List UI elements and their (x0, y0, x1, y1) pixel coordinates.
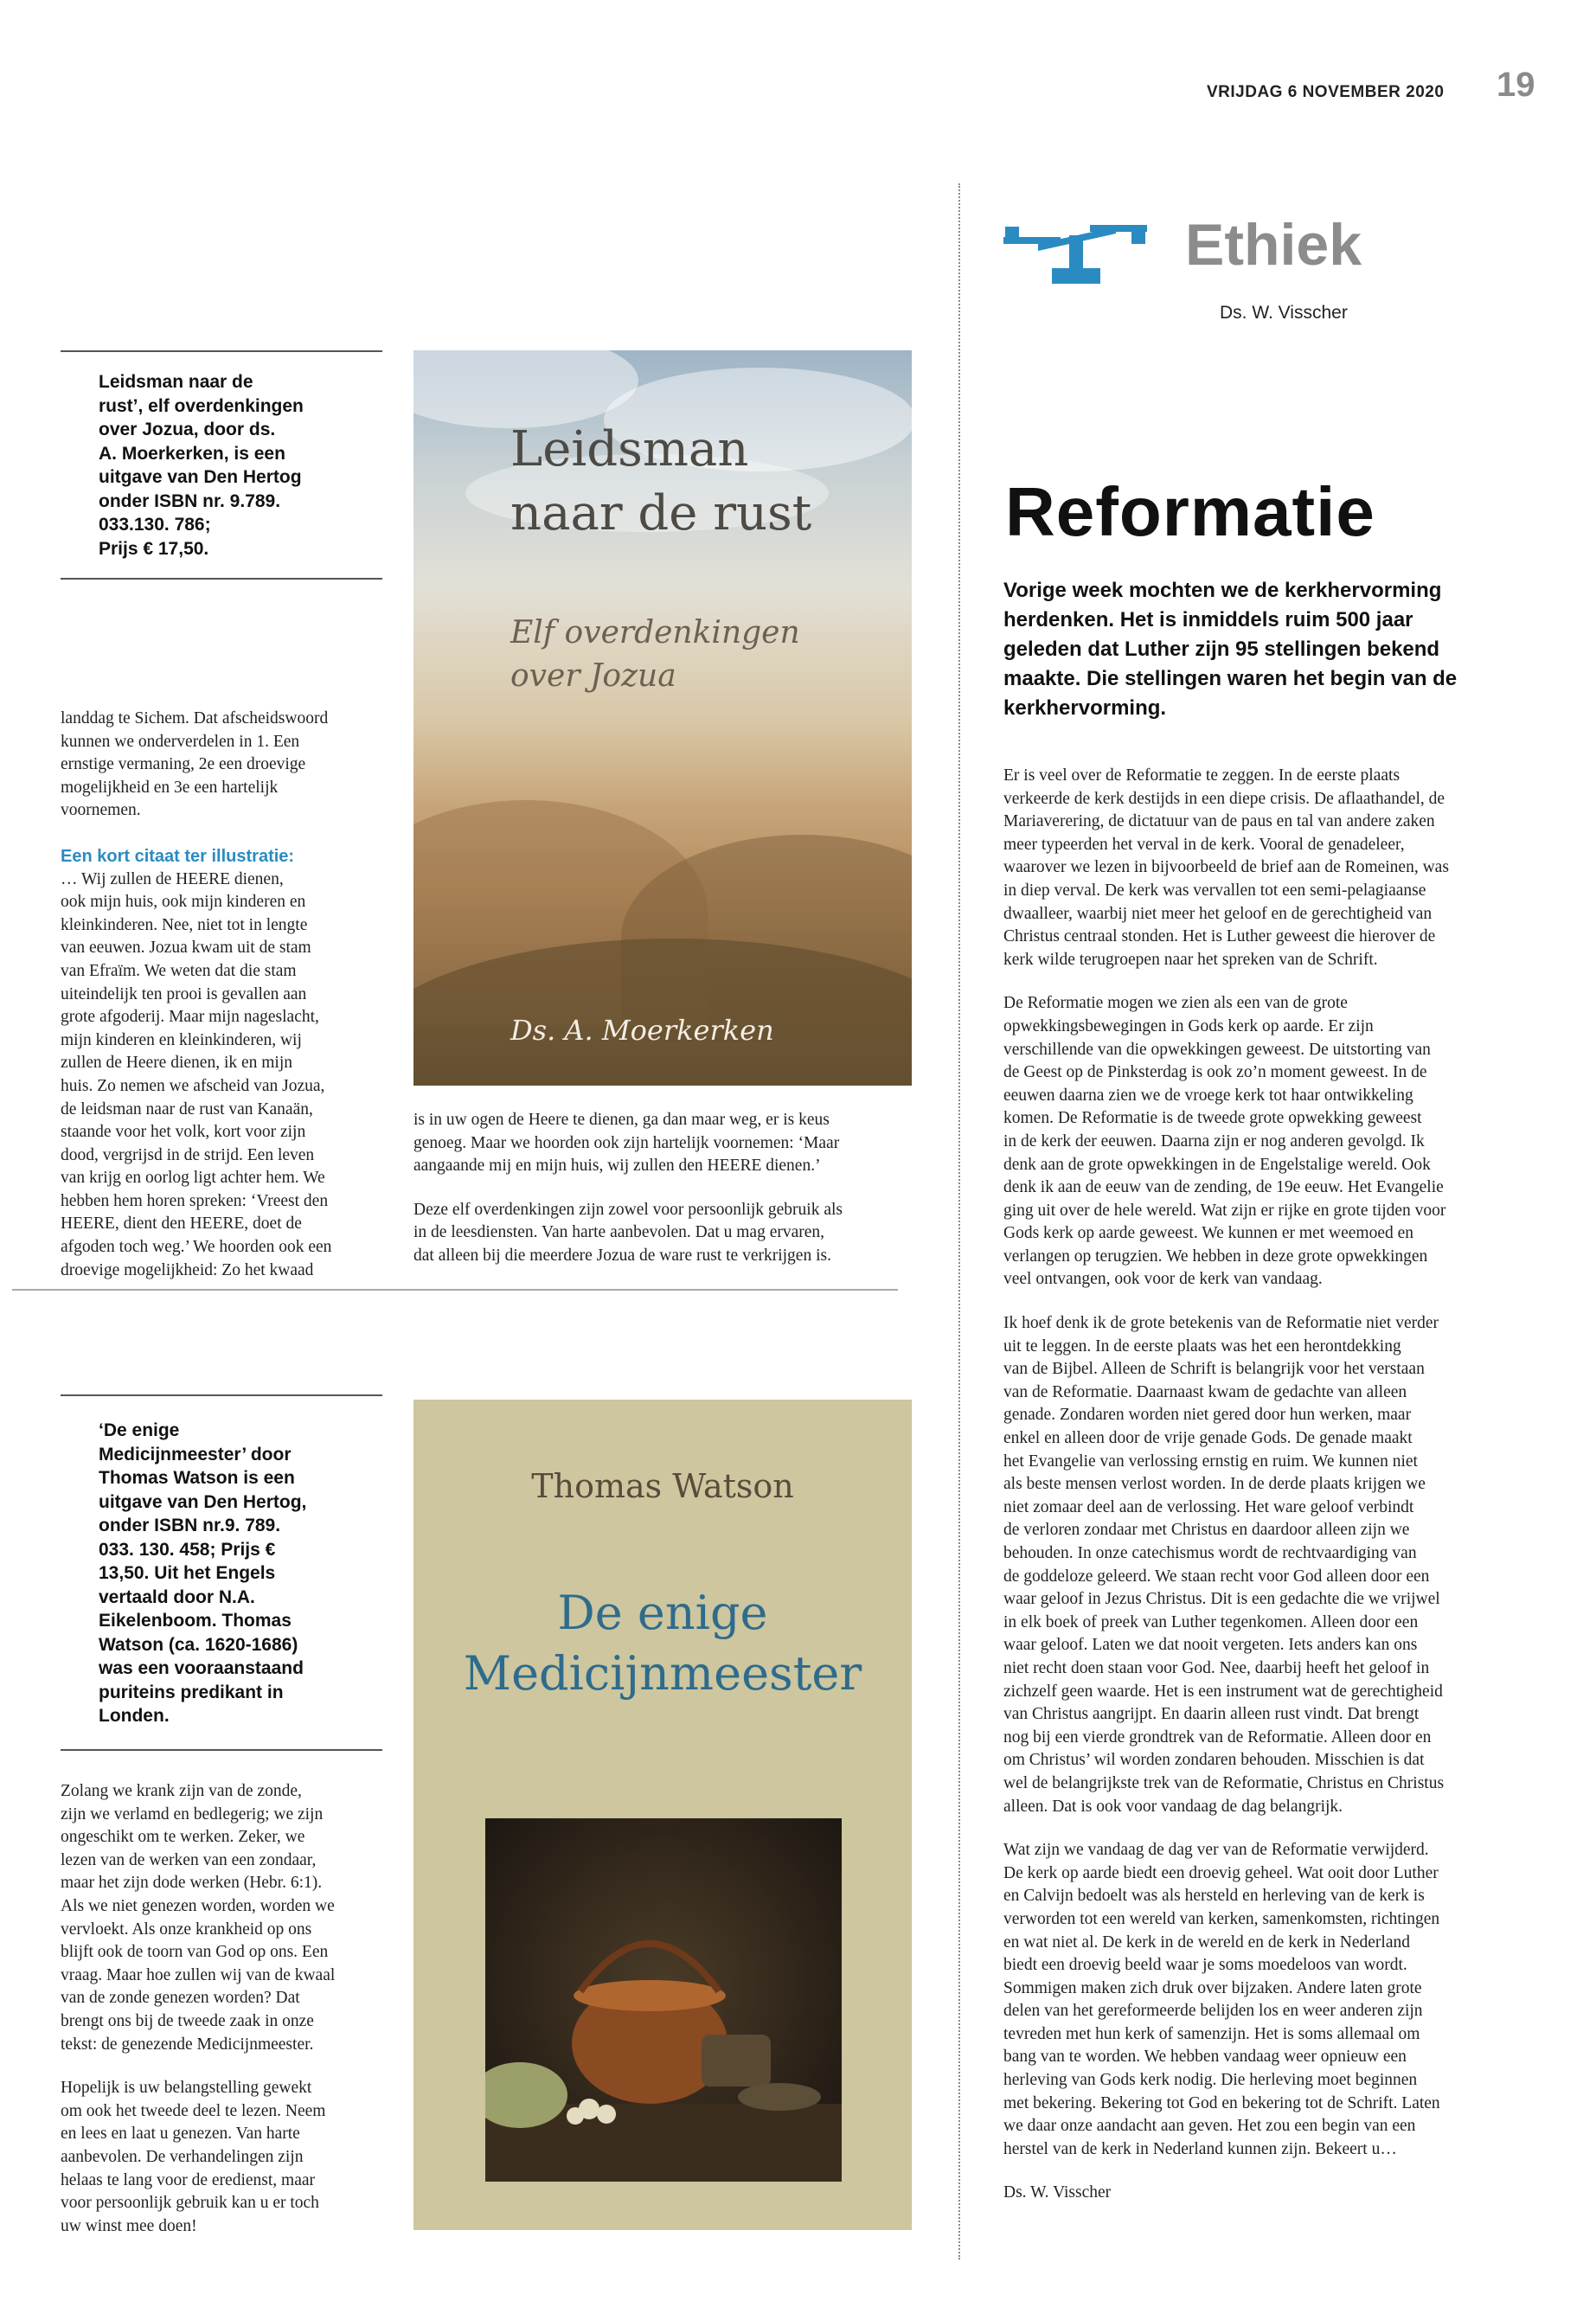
infobox1-line: Leidsman naar de (99, 372, 253, 392)
infobox1-line: uitgave van Den Hertog (99, 467, 302, 487)
article1-middle-column (413, 1109, 915, 1289)
infobox1-bottom-rule (61, 578, 382, 580)
article1-mid-para1: is in uw ogen de Heere te dienen, ga dan maar weg, er is keus genoeg. Maar we hoorden ook zijn hartelijk voornemen: ‘Maar aangaande mij en mijn huis, wij zullen den HEERE dienen.’ (413, 1111, 840, 1176)
still-life-image (485, 1818, 842, 2182)
cover1-title-line1: Leidsman (510, 421, 749, 478)
cover2-title-line2: Medicijnmeester (463, 1646, 862, 1701)
article2-para2: Hopelijk is uw belangstelling gewekt om ook het tweede deel te lezen. Neem en lees en laat u genezen. Van harte aanbevolen. De verhandelingen zijn helaas te lang voor de eredienst, maar voor persoonlijk gebruik kan u er toch uw winst mee doen! (61, 2079, 326, 2235)
cover1-title-line2: naar de rust (510, 485, 812, 542)
header-date: VRIJDAG 6 NOVEMBER 2020 (1207, 83, 1445, 101)
infobox2-bottom-rule (61, 1749, 382, 1751)
cover1-subtitle-line2: over Jozua (510, 658, 676, 694)
infobox1-line: onder ISBN nr. 9.789. (99, 490, 281, 511)
article-lead: Vorige week mochten we de kerkhervorming herdenken. Het is inmiddels ruim 500 jaar geleden dat Luther zijn 95 stellingen bekend maakte. Die stellingen waren het begin van de kerkhervorming. (1003, 579, 1458, 720)
cover2-painting (485, 1818, 842, 2182)
ethiek-para2: De Reformatie mogen we zien als een van de grote opwekkingsbewegingen in Gods kerk op aarde. Er zijn verschillende van die opwekkingen geweest. De uitstorting van de Geest op de Pinksterdag is ook zo’n moment geweest. In de eeuwen daarna zien we de vroege kerk tot haar ontwikkeling komen. De Reformatie is de tweede grote opwekking geweest in de kerk der eeuwen. Daarna zijn er nog anderen gevolgd. Ik denk aan de grote opwekkingen in de Engelstalige wereld. Ook denk ik aan de eeuw van de zending, de 19e eeuw. Het Evangelie ging uit over de hele wereld. Wat zijn er rijke en grote tijden voor Gods kerk op aarde geweest. We kunnen er met weemoed en verlangen op terugzien. We hebben in deze grote opwekkingen veel ontvangen, ook voor de kerk van vandaag. (1003, 994, 1446, 1289)
infobox2: ‘De enige Medicijnmeester’ door Thomas Watson is een uitgave van Den Hertog, onder ISBN nr.9. 789. 033. 130. 458; Prijs € 13,50. Uit het Engels vertaald door N.A. Eikelenboom. Thomas Watson (ca. 1620-1686) was een vooraanstaand puriteins predikant in Londen. (99, 1420, 307, 1726)
book-cover-medicijnmeester (413, 1400, 912, 2230)
column-divider (958, 183, 960, 2259)
article-separator (12, 1289, 898, 1291)
ethiek-body (1003, 765, 1522, 2226)
cover1-author: Ds. A. Moerkerken (510, 1014, 774, 1047)
ethiek-para1: Er is veel over de Reformatie te zeggen. In de eerste plaats verkeerde de kerk destijds in een diepe crisis. De aflaathandel, de Mariaverering, de dictatuur van de paus en tal van andere zaken meer typeerden het verval in de kerk. Vooral de genadeleer, waarover we lezen in bijvoorbeeld de brief aan de Romeinen, was in diep verval. De kerk was vervallen tot een semi-pelagiaanse dwaalleer, waarbij niet meer het geloof en de gerechtigheid van Christus centraal stonden. Het is Luther geweest die hierover de kerk wilde terugroepen naar het spreken van de Schrift. (1003, 766, 1449, 969)
article2-para1: Zolang we krank zijn van de zonde, zijn we verlamd en bedlegerig; we zijn ongeschikt om te werken. Zeker, we lezen van de werken van een zondaar, maar het zijn dode werken (Hebr. 6:1). Als we niet genezen worden, worden we vervloekt. Als onze krankheid op ons blijft ook de toorn van God op ons. Een vraag. Maar hoe zullen wij van de kwaal van de zonde genezen worden? Dat brengt ons bij de tweede zaak in onze tekst: de genezende Medicijnmeester. (61, 1782, 336, 2054)
book-cover-leidsman (413, 350, 912, 1086)
cover2-author: Thomas Watson (531, 1467, 794, 1505)
infobox1-line: A. Moerkerken, is een (99, 443, 285, 464)
section-title: Ethiek (1185, 212, 1362, 278)
ethiek-signature: Ds. W. Visscher (1003, 2183, 1112, 2202)
article1-subhead: Een kort citaat ter illustratie: (61, 846, 295, 866)
ethiek-para4: Wat zijn we vandaag de dag ver van de Reformatie verwijderd. De kerk op aarde biedt een droevig geheel. Wat ooit door Luther en Calvijn bedoelt was als hersteld en herleving van de kerk is verworden tot een wereld van kerken, samenkomsten, richtingen en wat niet al. De kerk in de wereld en de kerk in Nederland biedt een droevig beeld waar je soms moedeloos van wordt. Sommigen maken zich druk over bijzaken. Andere laten grote delen van het gereformeerde belijden los en weer anderen zijn tevreden met hun kerk of samenzijn. Het is soms allemaal om bang van te worden. We hebben vandaag weer opnieuw een herleving van Gods kerk nodig. Die herleving moet beginnen met bekering. Bekering tot God en bekering tot de Schrift. Laten we daar onze aandacht aan geven. Het zou een begin van een herstel van de kerk in Nederland kunnen zijn. Bekeert u… (1003, 1841, 1440, 2158)
balance-scale-icon (1003, 215, 1149, 287)
infobox1-top-rule (61, 350, 382, 352)
infobox1-line: 033.130. 786; (99, 515, 211, 535)
infobox1-line: over Jozua, door ds. (99, 420, 276, 439)
infobox2-top-rule (61, 1394, 382, 1396)
article2-left-column (61, 1780, 389, 2259)
infobox1 (99, 370, 375, 561)
cover1-subtitle-line1: Elf overdenkingen (510, 615, 800, 651)
article1-left-column (61, 708, 389, 1282)
infobox1-line: rust’, elf overdenkingen (99, 395, 304, 416)
article-title: Reformatie (1005, 473, 1375, 550)
article1-left-para1: landdag te Sichem. Dat afscheidswoord kunnen we onderverdelen in 1. Een ernstige vermaning, 2e een droevige mogelijkheid en 3e een hartelijk voornemen. (61, 709, 329, 820)
section-author: Ds. W. Visscher (1220, 303, 1348, 323)
ethiek-para3: Ik hoef denk ik de grote betekenis van de Reformatie niet verder uit te leggen. In de eerste plaats was het een herontdekking van de Bijbel. Alleen de Schrift is belangrijk voor het verstaan van de Reformatie. Daarnaast kwam de gedachte van alleen genade. Zondaren worden niet gered door hun werken, maar enkel en alleen door de vrije genade Gods. De genade maakt het Evangelie van verlossing ernstig en ruim. We kunnen niet als beste mensen verlost worden. In de derde plaats krijgen we niet zomaar deel aan de verlossing. Het ware geloof verbindt de verloren zondaar met Christus en daardoor alleen zijn we behouden. In onze catechismus wordt de rechtvaardiging van de goddeloze geleerd. We staan recht voor God alleen door een waar geloof in Jezus Christus. Dit is een gedachte die we vrijwel in elk boek of preek van Luther tegenkomen. Alleen door een waar geloof. Laten we dat nooit vergeten. Iets anders kan ons niet recht doen staan voor God. Nee, daarbij heeft het geloof in zichzelf geen waarde. Het is een instrument wat de gerechtigheid van Christus aangrijpt. En daarin alleen rust vindt. Dat brengt nog bij een vierde grondtrek van de Reformatie. Alleen door en om Christus’ wil worden zondaren behouden. Misschien is dat wel de belangrijkste trek van de Reformatie, Christus en Christus alleen. Dat is ook voor vandaag de dag belangrijk. (1003, 1314, 1445, 1816)
article1-left-para2: … Wij zullen de HEERE dienen, ook mijn huis, ook mijn kinderen en kleinkinderen. Nee, niet tot in lengte van eeuwen. Jozua kwam uit de stam van Efraïm. We weten dat die stam uiteindelijk ten prooi is gevallen aan grote afgoderij. Maar mijn nageslacht, mijn kinderen en kleinkinderen, wij zullen de Heere dienen, ik en mijn huis. Zo nemen we afscheid van Jozua, de leidsman naar de rust van Kanaän, staande voor het volk, kort voor zijn dood, vergrijsd in de strijd. Een leven van krijg en oorlog ligt achter hem. We hebben hem horen spreken: ‘Vreest den HEERE, dient den HEERE, doet de afgoden toch weg.’ We hoorden ook een droevige mogelijkheid: Zo het kwaad (61, 869, 332, 1279)
cover2-title-line1: De enige (557, 1586, 768, 1640)
infobox1-line: Prijs € 17,50. (99, 538, 209, 559)
page-number: 19 (1497, 66, 1535, 104)
article1-mid-para2: Deze elf overdenkingen zijn zowel voor persoonlijk gebruik als in de leesdiensten. Van harte aanbevolen. Dat u mag ervaren, dat alleen bij die meerdere Jozua de ware rust te verkrijgen is. (413, 1200, 843, 1265)
